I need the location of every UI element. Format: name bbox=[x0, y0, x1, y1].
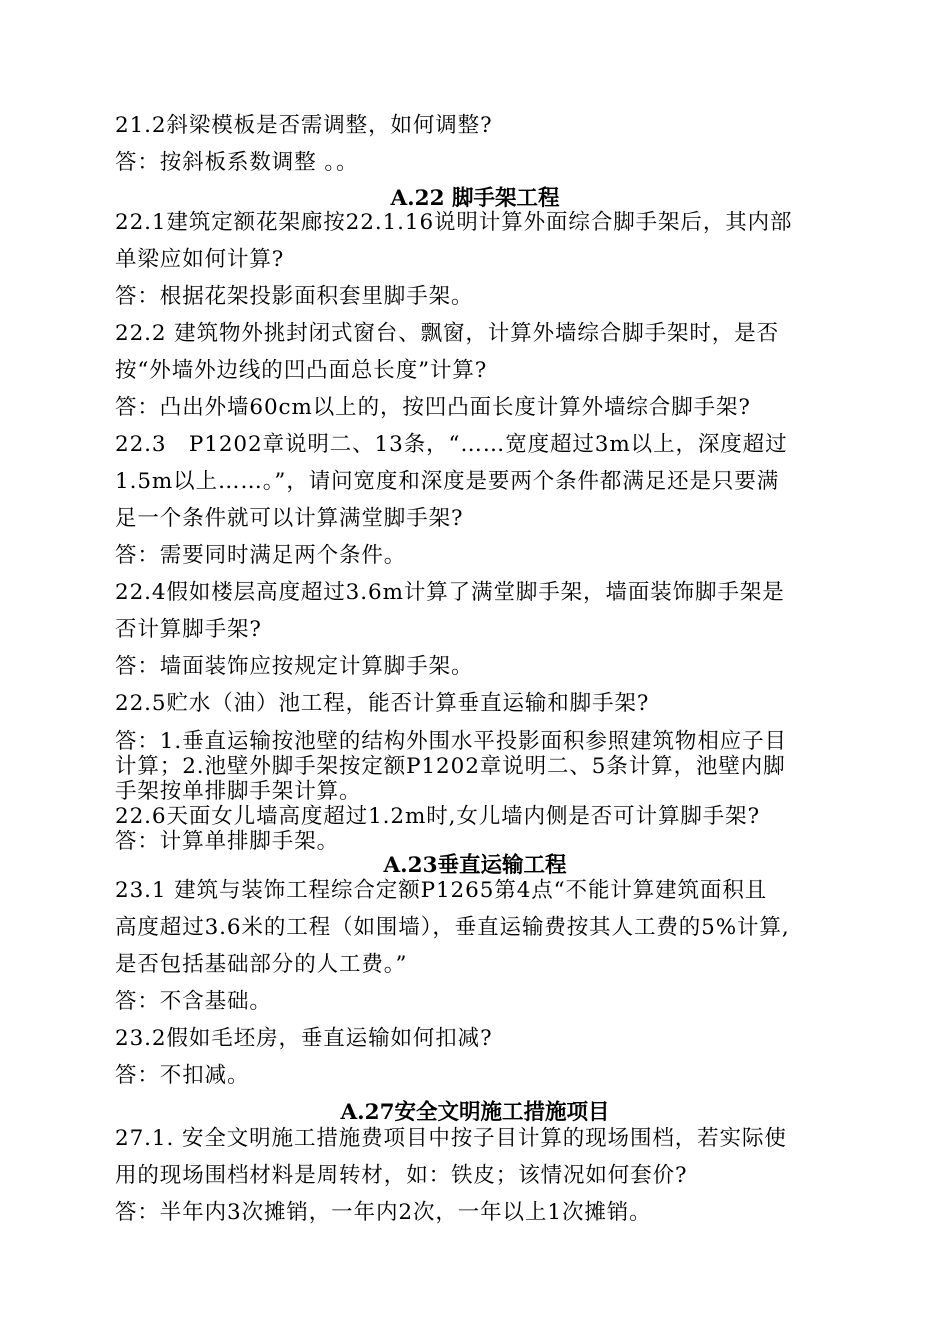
answer-21-2: 答：按斜板系数调整 。。 bbox=[115, 150, 359, 175]
question-22-1-line2: 单梁应如何计算? bbox=[115, 247, 285, 272]
answer-22-5-line2: 计算；2.池壁外脚手架按定额P1202章说明二、5条计算，池壁内脚 bbox=[115, 754, 786, 779]
question-27-1-line2: 用的现场围档材料是周转材，如：铁皮；该情况如何套价? bbox=[115, 1163, 688, 1188]
question-27-1-line1: 27.1. 安全文明施工措施费项目中按子目计算的现场围档，若实际使 bbox=[115, 1126, 787, 1151]
question-22-3-line2: 1.5m以上……。”，请问宽度和深度是要两个条件都满足还是只要满 bbox=[115, 469, 780, 494]
question-22-2-line2: 按“外墙外边线的凹凸面总长度”计算? bbox=[115, 358, 488, 383]
answer-22-2: 答：凸出外墙60cm以上的，按凹凸面长度计算外墙综合脚手架? bbox=[115, 395, 751, 420]
question-22-5: 22.5贮水（油）池工程，能否计算垂直运输和脚手架? bbox=[115, 691, 650, 716]
question-22-3-line1: 22.3 P1202章说明二、13条，“……宽度超过3m以上，深度超过 bbox=[115, 432, 788, 457]
answer-27-1: 答：半年内3次摊销，一年内2次，一年以上1次摊销。 bbox=[115, 1200, 652, 1225]
section-heading-a22: A.22 脚手架工程 bbox=[390, 186, 560, 211]
question-23-1-line1: 23.1 建筑与装饰工程综合定额P1265第4点“不能计算建筑面积且 bbox=[115, 878, 768, 903]
answer-22-5-line1: 答：1.垂直运输按池壁的结构外围水平投影面积参照建筑物相应子目 bbox=[115, 729, 787, 754]
question-23-1-line2: 高度超过3.6米的工程（如围墙），垂直运输费按其人工费的5%计算, bbox=[115, 915, 790, 940]
answer-22-1: 答：根据花架投影面积套里脚手架。 bbox=[115, 284, 474, 309]
question-22-6: 22.6天面女儿墙高度超过1.2m时,女儿墙内侧是否可计算脚手架? bbox=[115, 804, 761, 829]
question-21-2: 21.2斜梁模板是否需调整，如何调整? bbox=[115, 113, 493, 138]
answer-22-5-line3: 手架按单排脚手架计算。 bbox=[115, 779, 362, 804]
answer-23-1: 答：不含基础。 bbox=[115, 989, 272, 1014]
question-22-3-line3: 足一个条件就可以计算满堂脚手架? bbox=[115, 506, 464, 531]
question-22-1-line1: 22.1建筑定额花架廊按22.1.16说明计算外面综合脚手架后，其内部 bbox=[115, 210, 793, 235]
answer-23-2: 答：不扣减。 bbox=[115, 1063, 250, 1088]
question-22-4-line2: 否计算脚手架? bbox=[115, 617, 262, 642]
section-heading-a27: A.27安全文明施工措施项目 bbox=[340, 1100, 610, 1125]
answer-22-4: 答：墙面装饰应按规定计算脚手架。 bbox=[115, 654, 474, 679]
question-23-1-line3: 是否包括基础部分的人工费。” bbox=[115, 952, 408, 977]
answer-22-6: 答：计算单排脚手架。 bbox=[115, 829, 340, 854]
question-22-4-line1: 22.4假如楼层高度超过3.6m计算了满堂脚手架，墙面装饰脚手架是 bbox=[115, 580, 785, 605]
question-23-2: 23.2假如毛坯房，垂直运输如何扣减? bbox=[115, 1026, 493, 1051]
section-heading-a23: A.23垂直运输工程 bbox=[383, 853, 567, 878]
question-22-2-line1: 22.2 建筑物外挑封闭式窗台、飘窗，计算外墙综合脚手架时，是否 bbox=[115, 321, 780, 346]
answer-22-3: 答：需要同时满足两个条件。 bbox=[115, 543, 407, 568]
